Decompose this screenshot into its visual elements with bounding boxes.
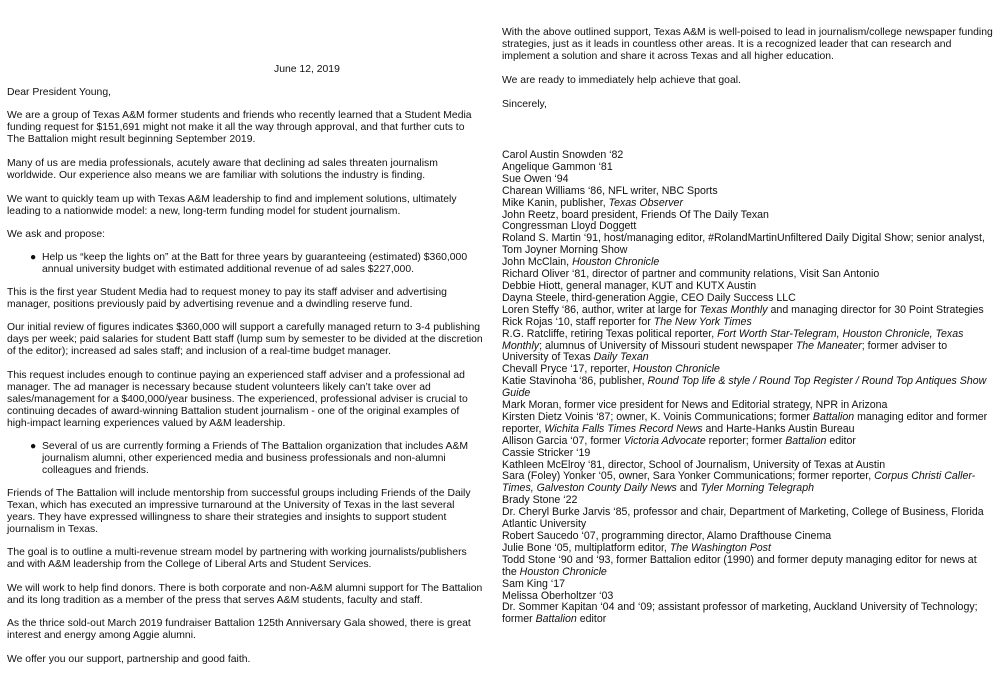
signatory-text: Debbie Hiott, general manager, KUT and KUTX Austin bbox=[502, 279, 757, 292]
paragraph-4: We ask and propose: bbox=[7, 229, 106, 240]
signatory-item bbox=[502, 507, 994, 531]
signatory-text: Charean Williams ‘86, NFL writer, NBC Sports bbox=[502, 184, 718, 197]
signatory-item bbox=[502, 329, 994, 365]
signatory-text: Dr. Sommer Kapitan ‘04 and ‘09; assistant professor of marketing, Auckland University of Technology; former bbox=[502, 601, 978, 626]
publication-name: Houston Chronicle bbox=[519, 565, 607, 578]
signatory-text: Angelique Gammon ‘81 bbox=[502, 160, 613, 173]
signatory-text: Cassie Stricker ‘19 bbox=[502, 446, 591, 459]
signatory-text: Dayna Steele, third-generation Aggie, CEO Daily Success LLC bbox=[502, 291, 796, 304]
paragraph-9: The goal is to outline a multi-revenue stream model by partnering with working journalists/publishers and with A&M leadership from the College of Liberal Arts and Student Services. bbox=[7, 547, 467, 570]
signatory-text: ; alumnus of University of Missouri student newspaper bbox=[539, 339, 796, 352]
signatory-text: Kirsten Dietz Voinis ‘87; owner, K. Voinis Communications; former bbox=[502, 410, 813, 423]
publication-name: Texas Monthly bbox=[699, 303, 768, 316]
signatory-text: John Reetz, board president, Friends Of The Daily Texan bbox=[502, 208, 769, 221]
paragraph-3: We want to quickly team up with Texas A&M leadership to find and implement solutions, ultimately leading to a nationwide model: a new, long-term funding model for student journalism. bbox=[7, 194, 457, 217]
publication-name: Tyler Morning Telegraph bbox=[700, 482, 814, 495]
signatory-text: and bbox=[676, 482, 701, 495]
letter-date: June 12, 2019 bbox=[274, 64, 340, 75]
signatory-item bbox=[502, 412, 994, 436]
publication-name: The Maneater bbox=[795, 339, 862, 352]
signatory-text: Robert Saucedo ‘07, programming director, Alamo Drafthouse Cinema bbox=[502, 530, 832, 542]
publication-name: Round Top life & style / Round Top Register / Round Top Antiques Show Guide bbox=[502, 375, 987, 400]
publication-name: Battalion bbox=[535, 613, 577, 626]
bullet-icon: ● bbox=[30, 441, 37, 452]
publication-name: Texas Observer bbox=[608, 196, 683, 209]
publication-name: Wichita Falls Times Record News bbox=[544, 422, 703, 435]
signatory-item bbox=[502, 555, 994, 579]
signatory-text: editor bbox=[826, 434, 856, 447]
signatory-text: Chevall Pryce ‘17, reporter, bbox=[502, 363, 633, 376]
paragraph-1: We are a group of Texas A&M former students and friends who recently learned that a Student Media funding request for $151,691 might not make it all the way through approval, and that further cuts to The Battalion might result beginning September 2019. bbox=[7, 110, 472, 145]
signatory-text: and managing director for 30 Point Strategies bbox=[767, 303, 984, 316]
bullet-2-text: Several of us are currently forming a Friends of The Battalion organization that includes A&M journalism alumni, other experienced media and business professionals and non-alumni colleagues and friends. bbox=[42, 441, 469, 476]
signatory-text: Sue Owen ‘94 bbox=[502, 172, 569, 185]
publication-name: Daily Texan bbox=[593, 351, 649, 364]
signatory-item bbox=[502, 602, 994, 626]
publication-name: Houston Chronicle bbox=[632, 363, 720, 376]
signatory-item bbox=[502, 162, 994, 174]
paragraph-2: Many of us are media professionals, acutely aware that declining ad sales threaten journalism worldwide. Our experience also means we are familiar with solutions the industry is finding. bbox=[7, 158, 438, 181]
publication-name: Corpus Christi Caller-Times, Galveston County Daily News bbox=[502, 470, 976, 495]
signatory-text: Dr. Cheryl Burke Jarvis ‘85, professor and chair, Department of Marketing, College of Business, Florida Atlantic University bbox=[502, 506, 984, 531]
publication-name: The Washington Post bbox=[669, 541, 771, 554]
signatory-text: Melissa Oberholtzer ‘03 bbox=[502, 589, 614, 602]
signatory-text: R.G. Ratcliffe, retiring Texas political reporter, bbox=[502, 327, 718, 340]
paragraph-6: Our initial review of figures indicates $360,000 will support a carefully managed return to 3-4 publishing days per week; paid salaries for student Batt staff (lump sum by semester to be divided at the discretion of the editor); increased ad sales staff; and inclusion of a real-time budget manager. bbox=[7, 322, 483, 357]
publication-name: Fort Worth Star-Telegram, Houston Chronicle, Texas Monthly bbox=[502, 327, 964, 352]
signatory-text: reporter; former bbox=[705, 434, 786, 447]
paragraph-11: As the thrice sold-out March 2019 fundraiser Battalion 125th Anniversary Gala showed, there is great interest and energy among Aggie alumni. bbox=[7, 618, 471, 641]
publication-name: Victoria Advocate bbox=[623, 434, 706, 447]
signatory-text: editor bbox=[576, 613, 607, 626]
signatory-text: Mike Kanin, publisher, bbox=[502, 196, 609, 209]
signatory-text: Todd Stone ‘90 and ‘93, former Battalion editor (1990) and former deputy managing editor for news at the bbox=[502, 553, 977, 578]
closing: Sincerely, bbox=[502, 99, 547, 110]
signatory-item bbox=[502, 471, 994, 495]
signatory-text: ; former adviser to University of Texas bbox=[502, 339, 948, 364]
bullet-item-1 bbox=[7, 252, 484, 276]
signatory-text: Richard Oliver ‘81, director of partner and community relations, Visit San Antonio bbox=[502, 268, 880, 281]
publication-name: Battalion bbox=[812, 410, 855, 423]
signatory-text: Congressman Lloyd Doggett bbox=[502, 220, 637, 233]
signatory-item bbox=[502, 376, 994, 400]
signatory-text: Mark Moran, former vice president for News and Editorial strategy, NPR in Arizona bbox=[502, 399, 888, 412]
publication-name: The New York Times bbox=[653, 315, 752, 328]
signatory-text: Sara (Foley) Yonker ‘05, owner, Sara Yonker Communications; former reporter, bbox=[502, 470, 875, 483]
signatory-text: Loren Steffy ‘86, author, writer at large for bbox=[502, 303, 700, 316]
signatory-text: Allison Garcia ‘07, former bbox=[502, 434, 624, 447]
paragraph-12: We offer you our support, partnership and good faith. bbox=[7, 654, 251, 665]
signatory-text: Julie Bone ‘05, multiplatform editor, bbox=[502, 541, 670, 554]
signatory-text: Brady Stone ‘22 bbox=[502, 494, 578, 507]
bullet-1-text: Help us “keep the lights on” at the Batt for three years by guaranteeing (estimated) $360,000 annual university budget with estimated additional revenue of ad sales $227,000. bbox=[42, 252, 468, 275]
signatory-text: Katie Stavinoha ‘86, publisher, bbox=[502, 375, 648, 388]
publication-name: Houston Chronicle bbox=[572, 256, 660, 269]
paragraph-10: We will work to help find donors. There is both corporate and non-A&M alumni support for The Battalion and its long tradition as a member of the press that serves A&M students, faculty and staff. bbox=[7, 583, 483, 606]
bullet-icon: ● bbox=[30, 252, 37, 263]
salutation: Dear President Young, bbox=[7, 87, 111, 98]
signatory-text: Carol Austin Snowden ‘82 bbox=[502, 149, 624, 161]
paragraph-5: This is the first year Student Media had to request money to pay its staff adviser and advertising manager, positions previously paid by advertising revenue and a dwindling reserve fund. bbox=[7, 287, 447, 310]
signatory-text: Sam King ‘17 bbox=[502, 577, 566, 590]
signatory-item bbox=[502, 233, 994, 257]
paragraph-7: This request includes enough to continue paying an experienced staff adviser and a professional ad manager. The ad manager is necessary because student volunteers likely can’t take over ad sales/management for a $400,000/year business. The experienced, professional adviser is crucial to continuing decades of award-winning Battalion student journalism - one of the original examples of high-impact learning experiences valued by A&M leadership. bbox=[7, 370, 468, 429]
signatory-text: Roland S. Martin ‘91, host/managing editor, #RolandMartinUnfiltered Daily Digital Show; senior analyst, Tom Joyner Morning Show bbox=[502, 232, 985, 257]
publication-name: Battalion bbox=[785, 434, 827, 447]
paragraph-8: Friends of The Battalion will include mentorship from successful groups including Friends of the Daily Texan, which has executed an impressive turnaround at the University of Texas in the last several years. They have expressed willingness to share their strategies and insights to support student journalism in Texas. bbox=[7, 488, 471, 535]
signatory-text: managing editor and former reporter, bbox=[502, 410, 988, 435]
bullet-item-2 bbox=[7, 441, 484, 477]
signatory-text: Kathleen McElroy ‘81, director, School of Journalism, University of Texas at Austin bbox=[502, 458, 886, 471]
signatory-text: and Harte-Hanks Austin Bureau bbox=[702, 422, 855, 435]
paragraph-13: With the above outlined support, Texas A&M is well-poised to lead in journalism/college newspaper funding strategies, just as it leads in countless other areas. It is a recognized leader that can research and implement a solution and share it across Texas and all higher education. bbox=[502, 27, 993, 62]
signatory-text: John McClain, bbox=[502, 256, 573, 269]
paragraph-14: We are ready to immediately help achieve that goal. bbox=[502, 75, 741, 86]
signatory-list bbox=[502, 150, 994, 626]
signatory-text: Rick Rojas ‘10, staff reporter for bbox=[502, 315, 654, 328]
